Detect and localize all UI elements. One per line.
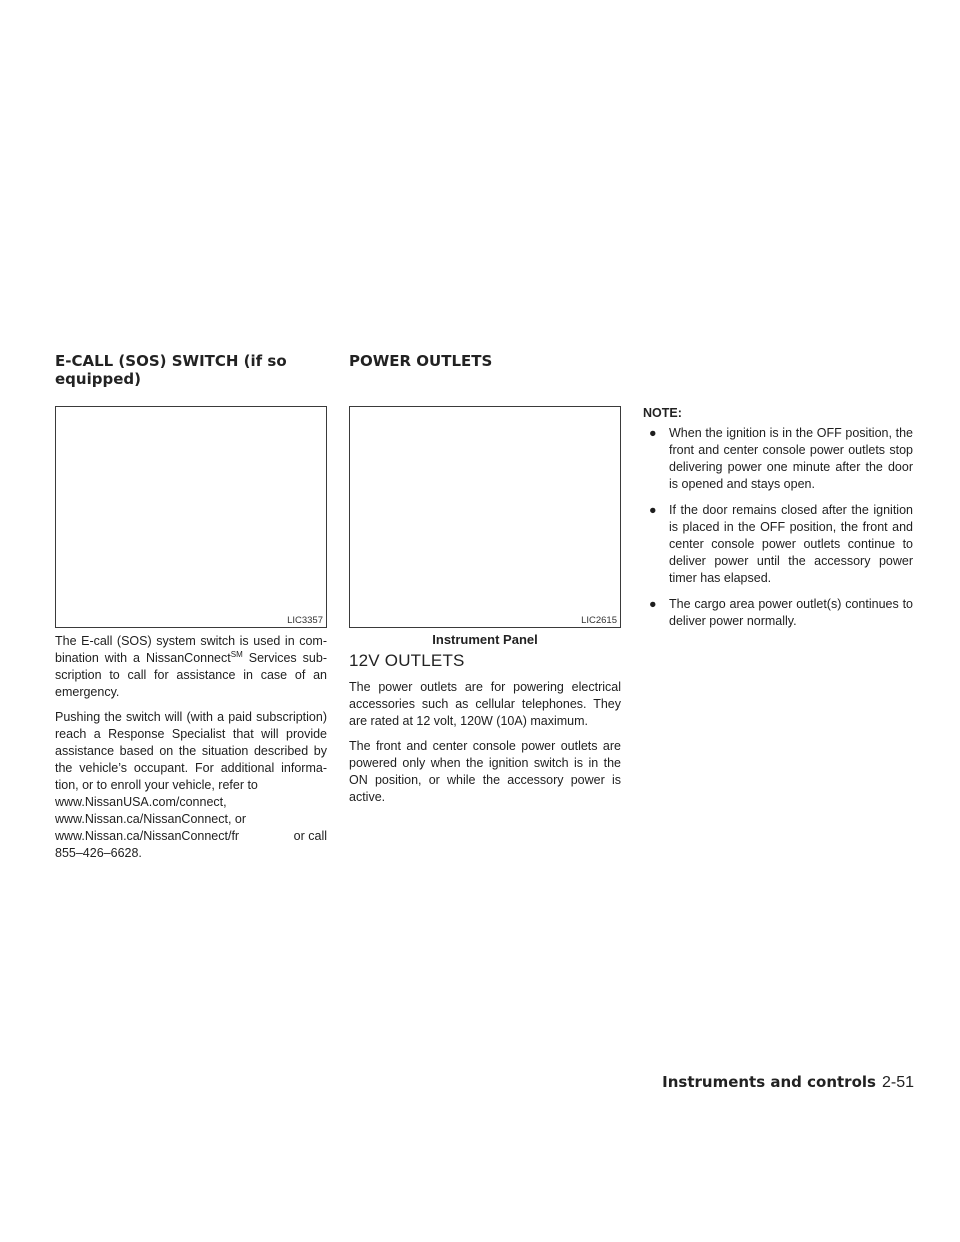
ecall-heading-line1: E-CALL (SOS) SWITCH (if so — [55, 352, 287, 370]
ecall-body — [55, 633, 327, 862]
ecall-url-1[interactable]: www.NissanUSA.com/connect, — [55, 795, 227, 809]
instrument-panel-figure — [349, 406, 621, 628]
note-bullet-list — [649, 425, 913, 639]
page-footer — [640, 1073, 914, 1092]
bullet-icon: ● — [649, 426, 657, 440]
figure-caption: Instrument Panel — [432, 632, 538, 647]
ecall-figure — [55, 406, 327, 628]
ecall-phone: 855–426–6628. — [55, 846, 142, 860]
ecall-url-3-line — [55, 828, 327, 845]
bullet-icon: ● — [649, 503, 657, 517]
power-outlets-paragraph-2: The front and center console power outlets are powered only when the ignition switch is in the ON position, or while the accessory power is active. — [349, 739, 621, 804]
ecall-url-3-suffix: or call — [293, 829, 327, 843]
power-outlets-paragraph-1: The power outlets are for powering electrical accessories such as cellular telephones. They are rated at 12 volt, 120W (10A) maximum. — [349, 680, 621, 728]
12v-outlets-subheading: 12V OUTLETS — [349, 651, 465, 670]
footer-section-title: Instruments and controls — [662, 1073, 876, 1091]
ecall-heading — [55, 352, 325, 388]
note-label: NOTE: — [643, 406, 682, 420]
instrument-panel-figure-code: LIC2615 — [581, 615, 617, 626]
note-bullet-item: ● When the ignition is in the OFF position, the front and center console power outlets stop delivering power one minute after the door is opened and stays open. — [649, 426, 913, 491]
power-outlets-heading: POWER OUTLETS — [349, 352, 493, 370]
note-bullet-item: ● If the door remains closed after the ignition is placed in the OFF position, the front and center console power outlets continue to deliver power until the accessory power timer has elapsed. — [649, 503, 913, 585]
bullet-icon: ● — [649, 597, 657, 611]
ecall-paragraph-2: Pushing the switch will (with a paid subscription) reach a Response Specialist that will provide assistance based on the situation described by the vehicle’s occupant. For additional informa-tion, or to enroll your vehicle, refer to — [55, 710, 327, 792]
ecall-heading-line2: equipped) — [55, 370, 141, 388]
power-outlets-body — [349, 679, 621, 814]
note-bullet-item: ● The cargo area power outlet(s) continues to deliver power normally. — [649, 597, 913, 628]
footer-page-number: 2-51 — [881, 1074, 914, 1091]
ecall-figure-code: LIC3357 — [287, 615, 323, 626]
ecall-url-2[interactable]: www.Nissan.ca/NissanConnect, or — [55, 812, 247, 826]
ecall-url-3[interactable]: www.Nissan.ca/NissanConnect/fr — [55, 829, 240, 843]
ecall-paragraph-1: The E-call (SOS) system switch is used in com-bination with a NissanConnect℠ Services sub-scription to call for assistance in case of an emergency. — [55, 634, 327, 699]
